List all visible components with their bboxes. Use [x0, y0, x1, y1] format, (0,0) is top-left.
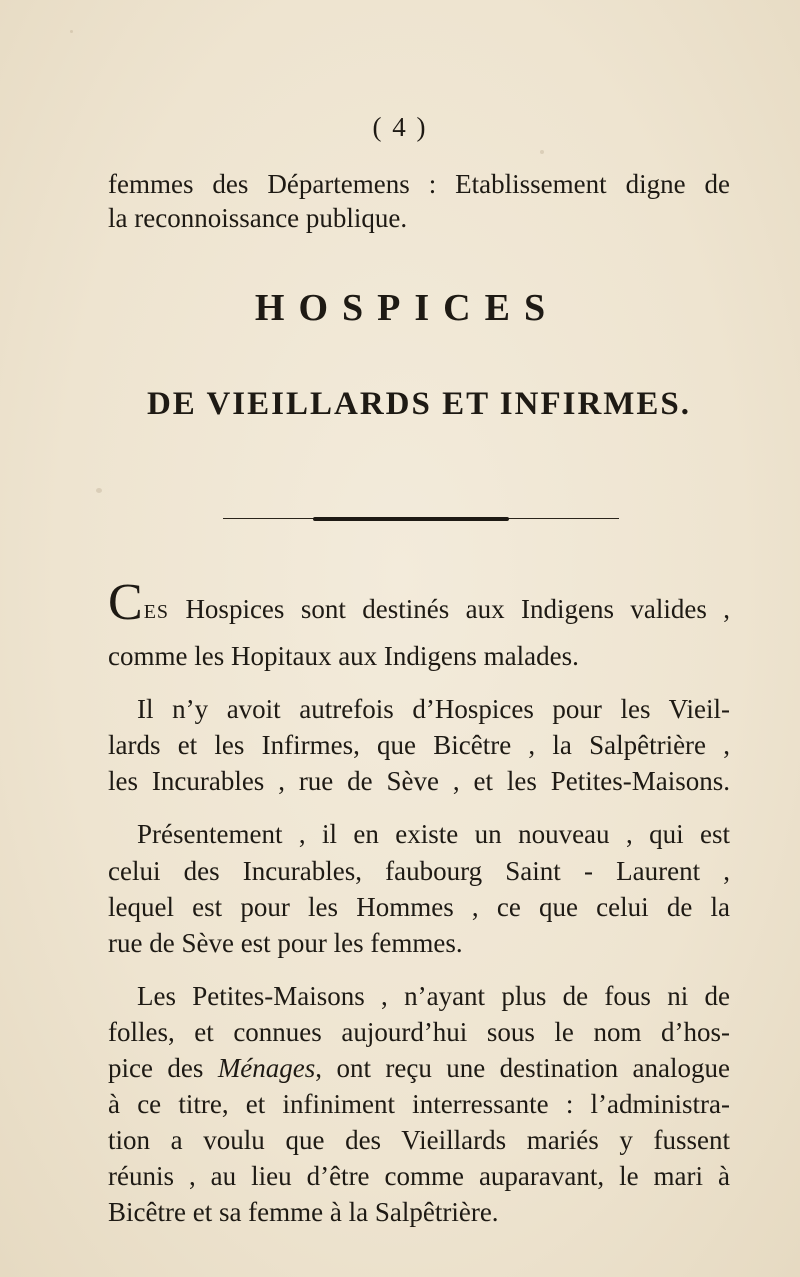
paragraph-1-line-1 — [108, 574, 730, 631]
drop-cap: C — [108, 574, 143, 631]
paragraph-2-line-2: lards et les Infirmes, que Bicêtre , la Salpêtrière , — [108, 730, 730, 760]
intro-line-2: la reconnoissance publique. — [108, 203, 408, 233]
paragraph-4-line-3 — [108, 1052, 730, 1084]
small-caps-text: ES — [143, 601, 170, 623]
menages-italic: Ménages — [217, 1053, 316, 1083]
paragraph-4-line-3-start: pice des — [108, 1053, 204, 1083]
section-subtitle: DE VIEILLARDS ET INFIRMES. — [146, 386, 692, 422]
paragraph-4-line-7: Bicêtre et sa femme à la Salpêtrière. — [108, 1197, 499, 1227]
paper-speck — [70, 30, 73, 33]
paragraph-1-line-1-text: Hospices sont destinés aux Indigens valides , — [185, 594, 730, 624]
paragraph-4-line-5: tion a voulu que des Vieillards mariés y fussent — [108, 1125, 730, 1155]
paragraph-4-line-1: Les Petites-Maisons , n’ayant plus de fous ni de — [137, 981, 730, 1011]
paragraph-2-line-1: Il n’y avoit autrefois d’Hospices pour les Vieil- — [137, 694, 730, 724]
paragraph-4-line-4: à ce titre, et infiniment interressante : l’administra- — [108, 1089, 730, 1119]
paragraph-4-line-2: folles, et connues aujourd’hui sous le nom d’hos- — [108, 1017, 730, 1047]
paper-speck — [540, 150, 544, 154]
paragraph-3-line-1: Présentement , il en existe un nouveau , qui est — [137, 819, 730, 849]
paragraph-3-line-3: lequel est pour les Hommes , ce que celui de la — [108, 892, 730, 922]
page-number: ( 4 ) — [372, 112, 428, 142]
paragraph-2-line-3: les Incurables , rue de Sève , et les Petites-Maisons. — [108, 766, 730, 796]
paragraph-1-line-2: comme les Hopitaux aux Indigens malades. — [108, 641, 579, 671]
paper-speck — [96, 488, 102, 493]
paragraph-4-line-6: réunis , au lieu d’être comme auparavant, le mari à — [108, 1161, 730, 1191]
paragraph-3-line-2: celui des Incurables, faubourg Saint - Laurent , — [108, 856, 730, 886]
paragraph-4-line-3-end: , ont reçu une destination analogue — [315, 1053, 730, 1083]
divider-rule — [223, 517, 619, 521]
divider-thick-line — [313, 517, 509, 521]
section-title: HOSPICES — [254, 287, 560, 329]
paragraph-3-line-4: rue de Sève est pour les femmes. — [108, 928, 463, 958]
intro-line-1: femmes des Départemens : Etablissement digne de — [108, 169, 730, 199]
